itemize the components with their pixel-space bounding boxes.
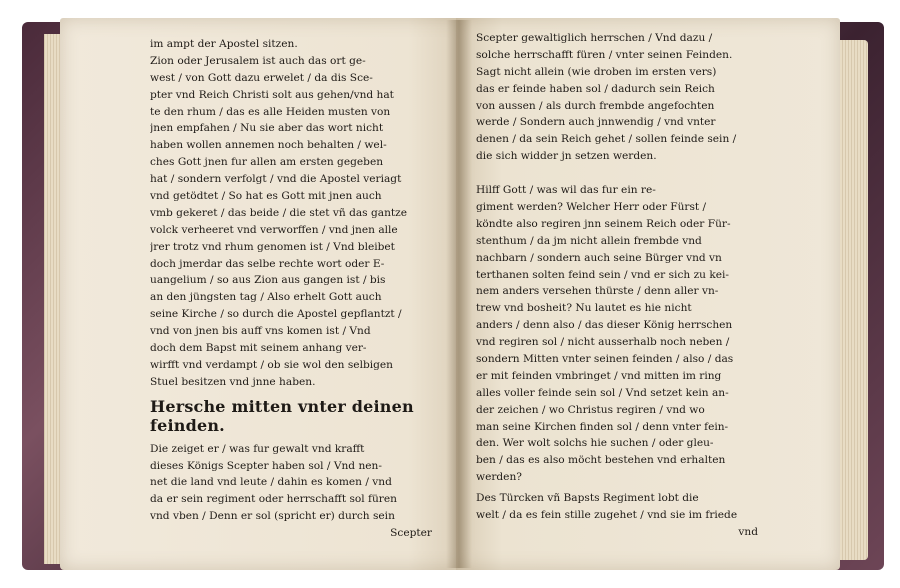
text-line: Stuel besitzen vnd jnne haben.: [150, 375, 316, 388]
text-line: im ampt der Apostel sitzen.: [150, 38, 298, 50]
text-line: alles voller feinde sein sol / Vnd setzet kein an-: [476, 386, 729, 399]
text-line: seine Kirche / so durch die Apostel gepflantzt /: [150, 308, 402, 321]
text-line: von aussen / als durch frembde angefochten: [476, 99, 715, 112]
text-line: net die land vnd leute / dahin es komen / vnd: [150, 476, 392, 489]
text-line: da er sein regiment oder herrschafft sol füren: [150, 493, 397, 506]
text-line: der zeichen / wo Christus regiren / vnd wo: [476, 403, 705, 416]
text-line: stenthum / da jm nicht allein frembde vnd: [476, 234, 702, 247]
text-line: vnd getödtet / So hat es Gott mit jnen auch: [150, 190, 382, 203]
text-line: volck verheeret vnd verworffen / vnd jnen alle: [150, 223, 398, 236]
text-line: doch jmerdar das selbe rechte wort oder E-: [150, 257, 385, 270]
text-line: sondern Mitten vnter seinen feinden / also / das: [476, 353, 734, 366]
text-line: vnd von jnen bis auff vns komen ist / Vnd: [150, 325, 371, 338]
text-line: jrer trotz vnd rhum genomen ist / Vnd bleibet: [150, 240, 395, 253]
page-edges-right: [840, 40, 868, 560]
text-line: köndte also regiren jnn seinem Reich oder Für-: [476, 217, 731, 230]
text-line: Die zeiget er / was fur gewalt vnd krafft: [150, 442, 365, 455]
text-line: doch dem Bapst mit seinem anhang ver-: [150, 342, 367, 355]
text-line: Des Türcken vñ Bapsts Regiment lobt die: [476, 492, 699, 505]
text-line: ben / das es also möcht bestehen vnd erhalten: [476, 454, 726, 467]
text-line: ches Gott jnen fur allen am ersten gegeben: [150, 156, 384, 169]
text-line: vmb gekeret / das beide / die stet vñ das gantze: [150, 206, 408, 219]
section-heading: feinden.: [150, 415, 225, 435]
text-line: Zion oder Jerusalem ist auch das ort ge-: [150, 54, 366, 67]
text-line: trew vnd bosheit? Nu lautet es hie nicht: [476, 302, 692, 315]
text-line: das er feinde haben sol / dadurch sein Reich: [476, 82, 715, 95]
text-line: west / von Gott dazu erwelet / da dis Sce-: [150, 71, 373, 84]
text-line: vnd regiren sol / nicht ausserhalb noch neben /: [476, 336, 730, 349]
text-line: man seine Kirchen finden sol / denn vnter fein-: [476, 420, 729, 433]
section-heading: Hersche mitten vnter deinen: [150, 396, 414, 416]
text-line: denen / da sein Reich gehet / sollen feinde sein /: [476, 133, 737, 146]
text-line: haben wollen annemen noch behalten / wel-: [150, 139, 387, 152]
text-line: te den rhum / das es alle Heiden musten von: [150, 105, 391, 118]
text-line: werde / Sondern auch jnnwendig / vnd vnter: [476, 116, 716, 129]
text-line: er mit feinden vmbringet / vnd mitten im ring: [476, 369, 722, 382]
text-line: vnd vben / Denn er sol (spricht er) durch sein: [150, 510, 395, 523]
text-line: pter vnd Reich Christi solt aus gehen/vnd hat: [150, 88, 394, 101]
text-line: welt / da es fein stille zugehet / vnd sie im friede: [476, 509, 738, 522]
catchword: Scepter: [390, 527, 432, 540]
text-line: Hilff Gott / was wil das fur ein re-: [476, 184, 656, 197]
text-line: wirfft vnd verdampt / ob sie wol den selbigen: [150, 358, 393, 371]
text-line: Scepter gewaltiglich herrschen / Vnd dazu /: [476, 32, 713, 44]
text-line: an den jüngsten tag / Also erhelt Gott auch: [150, 291, 382, 304]
text-line: giment werden? Welcher Herr oder Fürst /: [476, 201, 707, 214]
right-page-text: [476, 30, 758, 541]
book-gutter: [446, 20, 472, 568]
text-line: solche herrschafft füren / vnter seinen Feinden.: [476, 48, 733, 61]
text-line: die sich widder jn setzen werden.: [476, 150, 657, 163]
text-line: den. Wer wolt solchs hie suchen / oder gleu-: [476, 437, 714, 450]
text-line: nachbarn / sondern auch seine Bürger vnd vn: [476, 251, 722, 264]
text-line: uangelium / so aus Zion aus gangen ist / bis: [150, 274, 386, 287]
text-line: hat / sondern verfolgt / vnd die Apostel veriagt: [150, 173, 402, 186]
text-line: Sagt nicht allein (wie droben im ersten vers): [476, 65, 717, 78]
text-line: dieses Königs Scepter haben sol / Vnd nen-: [150, 459, 382, 472]
text-line: werden?: [476, 471, 522, 484]
text-line: terthanen solten feind sein / vnd er sich zu kei-: [476, 268, 729, 281]
text-line: anders / denn also / das dieser König herrschen: [476, 319, 733, 332]
text-line: jnen empfahen / Nu sie aber das wort nicht: [150, 122, 384, 135]
catchword: vnd: [738, 525, 758, 538]
left-page-text: [150, 36, 432, 542]
text-line: nem anders versehen thürste / denn aller vn-: [476, 285, 719, 298]
